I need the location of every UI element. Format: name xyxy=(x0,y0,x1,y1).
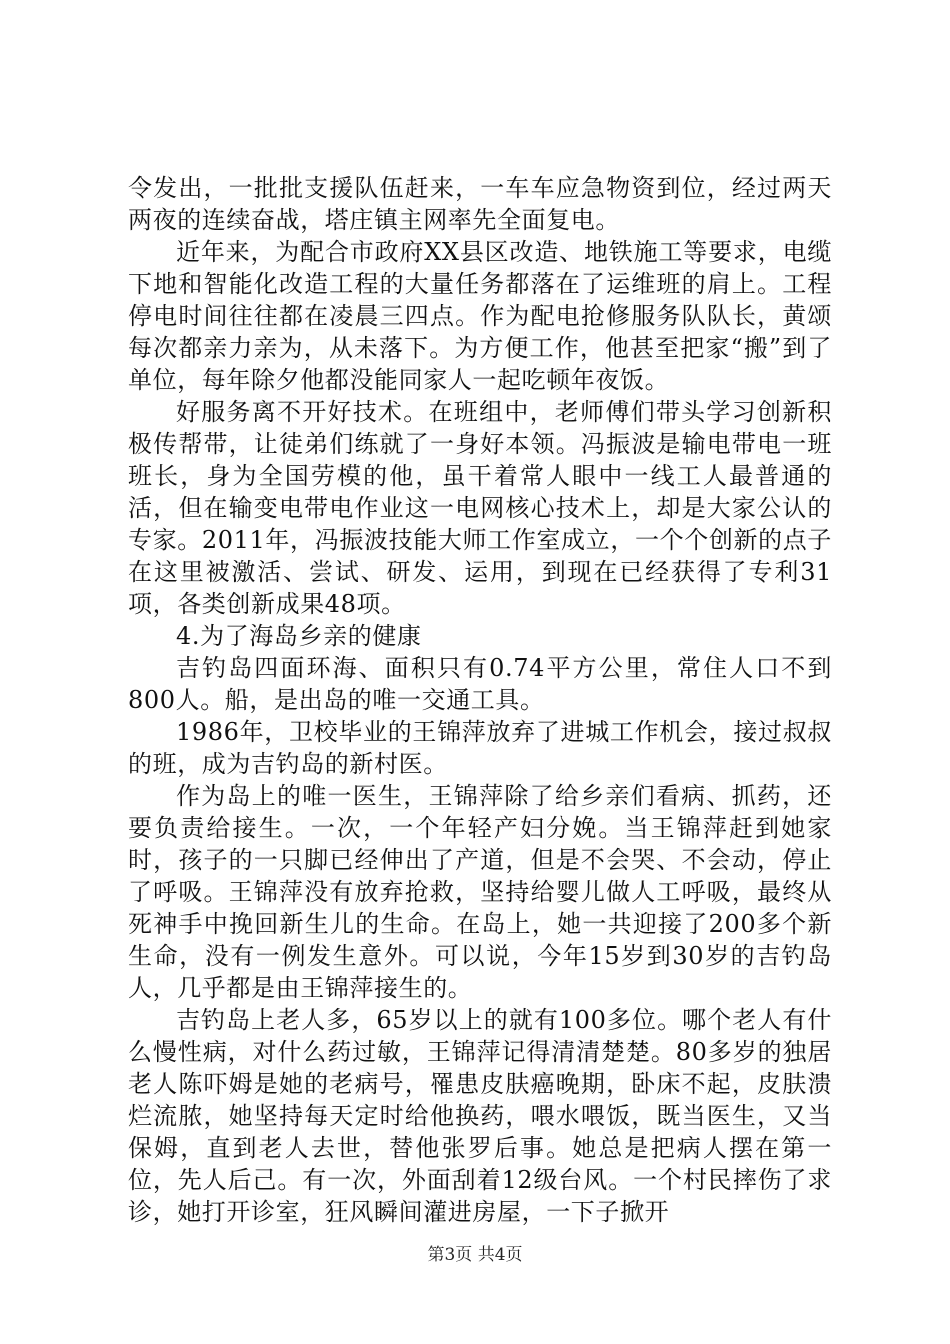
paragraph-cable-project: 近年来，为配合市政府XX县区改造、地铁施工等要求，电缆下地和智能化改造工程的大量任务都落在了运维班的肩上。工程停电时间往往都在凌晨三四点。作为配电抢修服务队队长，黄颂每次都亲力亲为，从未落下。为方便工作，他甚至把家“搬”到了单位，每年除夕他都没能同家人一起吃顿年夜饭。 xyxy=(128,238,832,394)
paragraph-island-intro: 吉钓岛四面环海、面积只有0.74平方公里，常住人口不到800人。船，是出岛的唯一交通工具。 xyxy=(128,654,832,714)
page-number-footer: 第3页 共4页 xyxy=(427,1245,523,1265)
paragraph-childbirth: 作为岛上的唯一医生，王锦萍除了给乡亲们看病、抓药，还要负责给接生。一次，一个年轻产妇分娩。当王锦萍赶到她家时，孩子的一只脚已经伸出了产道，但是不会哭、不会动，停止了呼吸。王锦萍没有放弃抢救，坚持给婴儿做人工呼吸，最终从死神手中挽回新生儿的生命。在岛上，她一共迎接了200多个新生命，没有一例发生意外。可以说，今年15岁到30岁的吉钓岛人，几乎都是由王锦萍接生的。 xyxy=(128,782,832,1002)
section-heading: 4.为了海岛乡亲的健康 xyxy=(176,622,422,650)
paragraph-doctor-background: 1986年，卫校毕业的王锦萍放弃了进城工作机会，接过叔叔的班，成为吉钓岛的新村医。 xyxy=(128,718,832,778)
document-body xyxy=(128,172,832,1228)
paragraph-elderly-care: 吉钓岛上老人多，65岁以上的就有100多位。哪个老人有什么慢性病，对什么药过敏，王锦萍记得清清楚楚。80多岁的独居老人陈吓姆是她的老病号，罹患皮肤癌晚期，卧床不起，皮肤溃烂流脓，她坚持每天定时给他换药，喂水喂饭，既当医生，又当保姆，直到老人去世，替他张罗后事。她总是把病人摆在第一位，先人后己。有一次，外面刮着12级台风。一个村民摔伤了求诊，她打开诊室，狂风瞬间灌进房屋，一下子掀开 xyxy=(128,1006,832,1226)
paragraph-continuation: 令发出，一批批支援队伍赶来，一车车应急物资到位，经过两天两夜的连续奋战，塔庄镇主网率先全面复电。 xyxy=(128,174,832,234)
paragraph-technology: 好服务离不开好技术。在班组中，老师傅们带头学习创新积极传帮带，让徒弟们练就了一身好本领。冯振波是输电带电一班班长，身为全国劳模的他，虽干着常人眼中一线工人最普通的活，但在输变电带电作业这一电网核心技术上，却是大家公认的专家。2011年，冯振波技能大师工作室成立，一个个创新的点子在这里被激活、尝试、研发、运用，到现在已经获得了专利31项，各类创新成果48项。 xyxy=(128,398,832,618)
